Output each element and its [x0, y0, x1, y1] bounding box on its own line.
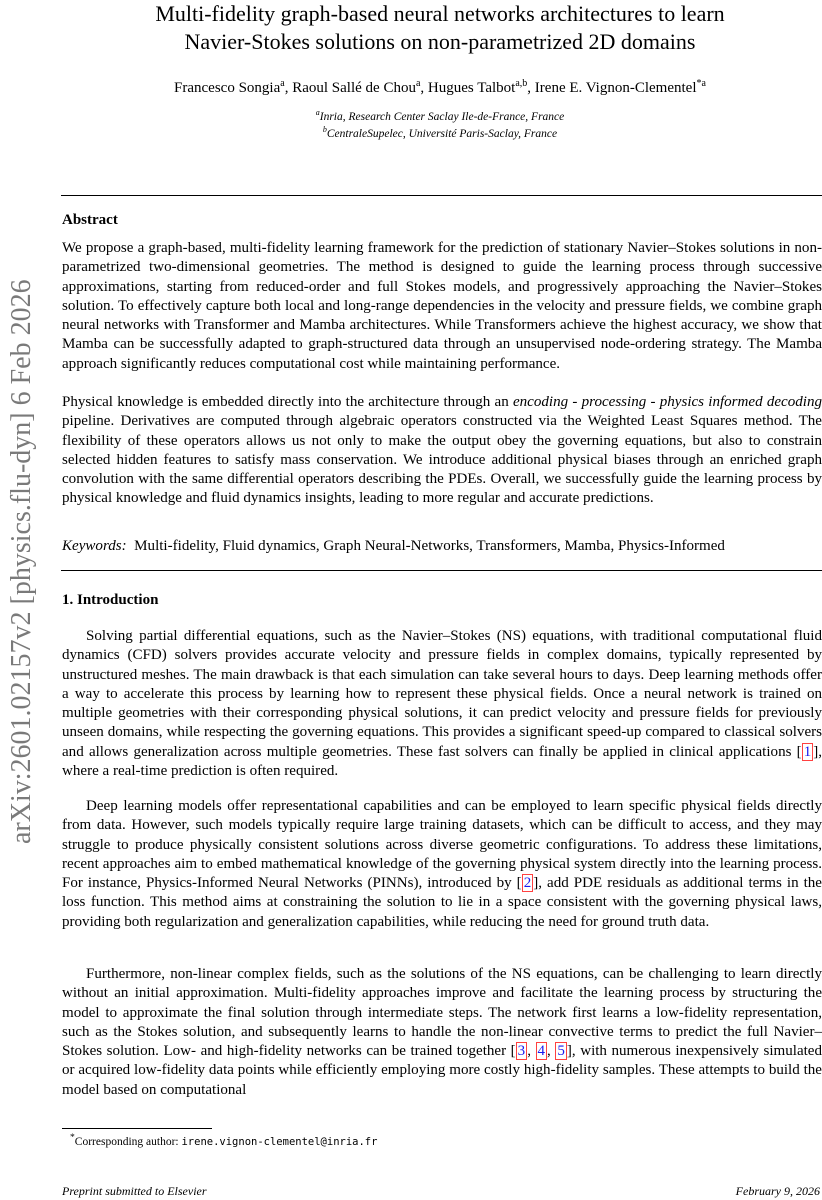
abstract-p2-text: Physical knowledge is embedded directly into the architecture through an [62, 394, 513, 410]
intro-p3-text-end: ], with numerous inexpensively simulated or acquired low-fidelity data points while efficiently employing more costly high-fidelity samples. These attempts to build the model based on computational [62, 1043, 822, 1098]
citation-link[interactable]: 5 [557, 1043, 565, 1060]
intro-paragraph-2: Deep learning models offer representational capabilities and can be employed to learn specific physical fields directly from data. However, such models typically require large training datasets, which can be difficult to access, and they may struggle to produce physically consistent solutions across diverse geometric configurations. To address these limitations, recent approaches aim to embed mathematical knowledge of the governing physical system directly into the learning process. For instance, Physics-Informed Neural Networks (PINNs), introduced by [ 2 ], add PDE residuals as additional terms in the loss function. This method aims at constraining the solution to lie in a space consistent with the governing physical laws, providing both regularization and generalization capabilities, while reducing the need for ground truth data. [62, 798, 822, 930]
abstract-p2-text-end: pipeline. Derivatives are computed through algebraic operators constructed via the Weighted Least Squares method. The flexibility of these operators allows us not only to make the output obey the governing equations, but also to constrain selected hidden features to satisfy mass conservation. We introduce additional physical biases through an enriched graph convolution with the same differential operators describing the PDEs. Overall, we successfully guide the learning process by physical knowledge and fluid dynamics insights, leading to more regular and accurate predictions. [62, 413, 822, 507]
author-affil-mark: a,b [515, 78, 528, 89]
citation-link[interactable]: 3 [517, 1043, 526, 1060]
title-line-2: Navier-Stokes solutions on non-parametrized 2D domains [184, 29, 696, 54]
footnote-marker: * [70, 1132, 75, 1143]
keywords-text: Multi-fidelity, Fluid dynamics, Graph Neural-Networks, Transformers, Mamba, Physics-Informed [134, 538, 725, 554]
intro-p1-text: Solving partial differential equations, such as the Navier–Stokes (NS) equations, with traditional computational fluid dynamics (CFD) solvers provides accurate velocity and pressure fields in complex domains, typically represented by unstructured meshes. The main drawback is that each simulation can take several hours to days. Deep learning methods offer a way to accelerate this process by learning how to represent these physical fields. Once a neural network is trained on multiple geometries with their corresponding physical solutions, it can predict velocity and pressure fields for previously unseen domains, while respecting the governing equations. This provides a significant speed-up compared to classical solvers and allows generalization across multiple geometries. These fast solvers can finally be applied in clinical applications [62, 628, 822, 760]
paper-title [100, 0, 780, 56]
author-name: Francesco Songia [174, 80, 281, 96]
citation-link[interactable]: 4 [537, 1043, 546, 1060]
citation-link[interactable]: 1 [803, 743, 812, 760]
affiliation-mark: b [322, 125, 327, 134]
affiliation-text: CentraleSupelec, Université Paris-Saclay, France [326, 127, 558, 140]
footnote [70, 1132, 377, 1148]
intro-p1-text-end: , where a real-time prediction is often required. [62, 743, 822, 780]
top-divider [61, 195, 822, 196]
footnote-divider [62, 1128, 212, 1129]
author-list: Francesco Songia$^a$, Raoul Sallé de Chou$^a$, Hugues Talbot$^{a,b}$, Irene E. Vignon-Clementel$^{*a}$ [174, 78, 706, 96]
footer-journal: Preprint submitted to Elsevier [62, 1184, 207, 1198]
citation-link[interactable]: 2 [523, 875, 532, 892]
affiliation-mark: a [315, 108, 320, 117]
abstract-paragraph-2 [62, 393, 822, 509]
author-name: Irene E. Vignon-Clementel [534, 80, 697, 96]
abstract-paragraph-1: We propose a graph-based, multi-fidelity learning framework for the prediction of stationary Navier–Stokes solutions in non-parametrized two-dimensional geometries. The method is designed to guide the learning process through successive approximations, starting from reduced-order and full Stokes models, and progressively approaching the Navier–Stokes solution. To effectively capture both local and long-range dependencies in the velocity and pressure fields, we combine graph neural networks with Transformer and Mamba architectures. While Transformers achieve the highest accuracy, we show that Mamba can be successfully adapted to graph-structured data through an unsupervised node-ordering strategy. The Mamba approach significantly reduces computational cost while maintaining performance. [62, 240, 822, 372]
author-affil-mark: a [280, 78, 285, 89]
corresponding-email[interactable]: irene.vignon-clementel@inria.fr [181, 1135, 378, 1148]
abstract-p2-emphasis: encoding - processing - physics informed decoding [512, 394, 822, 410]
abstract-heading: Abstract [62, 212, 118, 228]
abstract-divider [61, 570, 822, 571]
section-heading-introduction: 1. Introduction [62, 592, 159, 608]
affiliation-a [200, 108, 680, 123]
affiliation-text: Inria, Research Center Saclay Ile-de-France, France [319, 110, 565, 123]
intro-p3-text: Furthermore, non-linear complex fields, such as the solutions of the NS equations, can be challenging to learn directly without an initial approximation. Multi-fidelity approaches improve and facilitate the learning process by structuring the model to approximate the final solution through intermediate steps. The network first learns a low-fidelity representation, such as the Stokes solution, and subsequently learns to handle the non-linear convective terms to predict the full Navier–Stokes solution. Low- and high-fidelity networks can be trained together [ [62, 966, 822, 1060]
author-name: Raoul Sallé de Chou [292, 80, 416, 96]
affiliation-b [200, 125, 680, 140]
keywords-label: Keywords: [62, 538, 127, 554]
author-affil-mark: a [415, 78, 421, 89]
intro-p2-text-end: , add PDE residuals as additional terms in the loss function. This method aims at constraining the solution to lie in a space consistent with the governing physical laws, providing both regularization and generalization capabilities, while reducing the need for ground truth data. [62, 875, 822, 930]
footnote-label: Corresponding author: [74, 1135, 182, 1148]
author-name: Hugues Talbot [427, 80, 516, 96]
intro-paragraph-1: Solving partial differential equations, such as the Navier–Stokes (NS) equations, with traditional computational fluid dynamics (CFD) solvers provides accurate velocity and pressure fields in complex domains, typically represented by unstructured meshes. The main drawback is that each simulation can take several hours to days. Deep learning methods offer a way to accelerate this process by learning how to represent these physical fields. Once a neural network is trained on multiple geometries with their corresponding physical solutions, it can predict velocity and pressure fields for previously unseen domains, while respecting the governing equations. This provides a significant speed-up compared to classical solvers and allows generalization across multiple geometries. These fast solvers can finally be applied in clinical applications [ 1 ], where a real-time prediction is often required. [62, 628, 822, 780]
author-affil-mark: *a [696, 78, 706, 89]
footer-date: February 9, 2026 [735, 1184, 820, 1198]
arxiv-side-stamp: arXiv:2601.02157v2 [physics.flu-dyn] 6 Feb 2026 [6, 279, 37, 844]
title-line-1: Multi-fidelity graph-based neural networks architectures to learn [155, 1, 725, 26]
intro-p2-text: Deep learning models offer representational capabilities and can be employed to learn specific physical fields directly from data. However, such models typically require large training datasets, which can be difficult to access, and they may struggle to produce physically consistent solutions across diverse geometric configurations. To address these limitations, recent approaches aim to embed mathematical knowledge of the governing physical system directly into the learning process. For instance, Physics-Informed Neural Networks (PINNs), introduced by [62, 798, 822, 892]
intro-paragraph-3: Furthermore, non-linear complex fields, such as the solutions of the NS equations, can be challenging to learn directly without an initial approximation. Multi-fidelity approaches improve and facilitate the learning process by structuring the model to approximate the final solution through intermediate steps. The network first learns a low-fidelity representation, such as the Stokes solution, and subsequently learns to handle the non-linear convective terms to predict the full Navier–Stokes solution. Low- and high-fidelity networks can be trained together [ 3 , 4 , 5 ], with numerous inexpensively simulated or acquired low-fidelity data points while efficiently employing more costly high-fidelity samples. These attempts to build the model based on computational [62, 966, 822, 1098]
keywords-line [62, 537, 822, 556]
